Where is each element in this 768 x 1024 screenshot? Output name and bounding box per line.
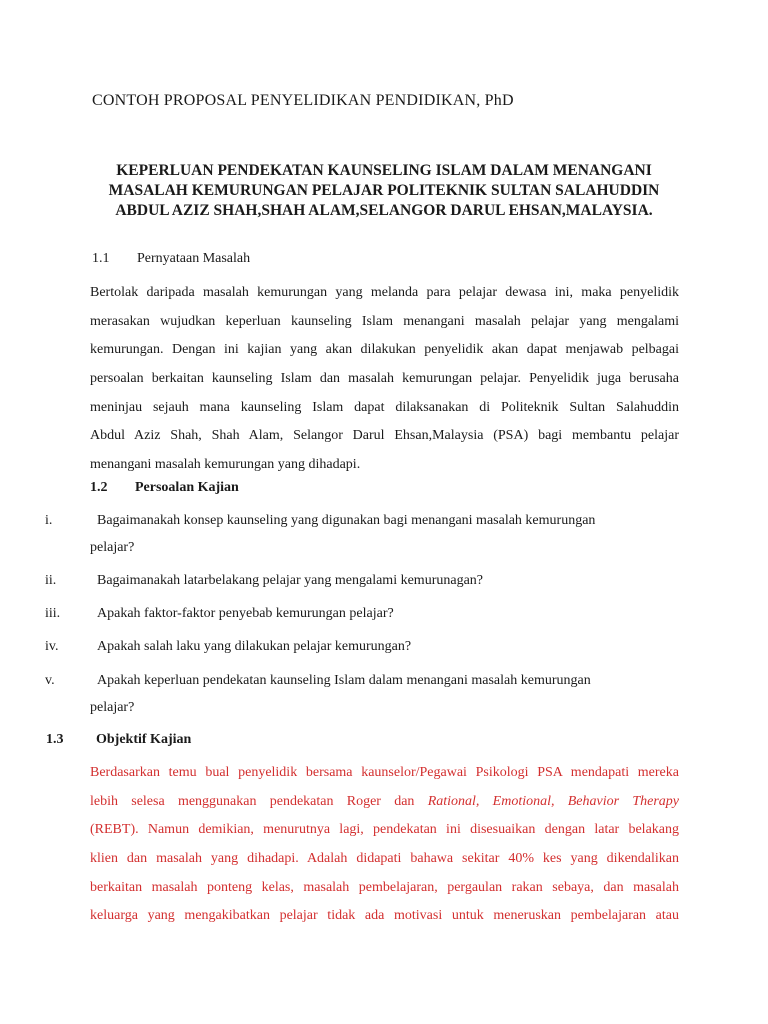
research-title-line: KEPERLUAN PENDEKATAN KAUNSELING ISLAM DALAM MENANGANI [116, 162, 652, 179]
section-number: 1.1 [92, 251, 110, 266]
question-text: Apakah keperluan pendekatan kaunseling Islam dalam menangani masalah kemurungan [97, 673, 591, 688]
section-title: Persoalan Kajian [135, 480, 239, 495]
question-text-continued: pelajar? [90, 700, 135, 715]
paragraph-line: merasakan wujudkan keperluan kaunseling Islam menangani masalah pelajar yang mengalami [90, 313, 679, 329]
question-text: Apakah faktor-faktor penyebab kemurungan pelajar? [97, 606, 394, 621]
section-title: Objektif Kajian [96, 732, 192, 747]
section-heading-1-2 [90, 480, 239, 496]
question-number: iv. [45, 639, 59, 654]
paragraph-line: Berdasarkan temu bual penyelidik bersama kaunselor/Pegawai Psikologi PSA mendapati mereka [90, 765, 679, 780]
paragraph-line: klien dan masalah yang dihadapi. Adalah didapati bahawa sekitar 40% kes yang dikendalikan [90, 851, 679, 867]
paragraph-line: persoalan berkaitan kaunseling Islam dan masalah kemurungan pelajar. Penyelidik juga berusaha [90, 371, 679, 387]
objective-paragraph [90, 759, 679, 931]
paragraph-line: menangani masalah kemurungan yang dihadapi. [90, 457, 361, 473]
question-text: Bagaimanakah latarbelakang pelajar yang mengalami kemurunagan? [97, 573, 483, 588]
section-title: Pernyataan Masalah [137, 251, 251, 266]
paragraph-line: (REBT). Namun demikian, menurutnya lagi, pendekatan ini disesuaikan dengan latar belakang [90, 822, 679, 838]
research-title [96, 161, 672, 221]
paragraph-line: berkaitan masalah ponteng kelas, masalah pembelajaran, pergaulan rakan sebaya, dan masalah [90, 879, 679, 895]
paragraph-line: meninjau sejauh mana kaunseling Islam dapat dilaksanakan di Politeknik Sultan Salahuddin [90, 399, 679, 415]
section-number: 1.2 [90, 480, 108, 495]
question-text: Bagaimanakah konsep kaunseling yang digunakan bagi menangani masalah kemurungan [97, 513, 596, 528]
paragraph-line: Abdul Aziz Shah, Shah Alam, Selangor Darul Ehsan,Malaysia (PSA) bagi membantu pelajar [90, 428, 679, 444]
therapy-name-italic: Rational, Emotional, Behavior Therapy [427, 793, 680, 809]
question-number: iii. [45, 606, 61, 621]
paragraph-text: lebih selesa menggunakan pendekatan Roger dan [90, 793, 428, 809]
research-title-line: MASALAH KEMURUNGAN PELAJAR POLITEKNIK SULTAN SALAHUDDIN [108, 182, 660, 199]
question-text-continued: pelajar? [90, 540, 135, 555]
paragraph-line: keluarga yang mengakibatkan pelajar tidak ada motivasi untuk meneruskan pembelajaran atau [90, 908, 679, 924]
question-number: i. [45, 513, 53, 528]
section-number: 1.3 [46, 732, 64, 747]
question-number: ii. [45, 573, 57, 588]
problem-statement-paragraph [90, 279, 679, 480]
paragraph-line: kemurungan. Dengan ini kajian yang akan dilakukan penyelidik akan dapat menjawab pelbagai [90, 342, 679, 358]
question-number: v. [45, 673, 55, 688]
section-heading-1-3 [46, 732, 191, 748]
paragraph-line: Bertolak daripada masalah kemurungan yang melanda para pelajar dewasa ini, maka penyelidik [90, 285, 679, 300]
research-title-line: ABDUL AZIZ SHAH,SHAH ALAM,SELANGOR DARUL EHSAN,MALAYSIA. [115, 202, 653, 219]
paragraph-line [90, 788, 679, 817]
question-text: Apakah salah laku yang dilakukan pelajar kemurungan? [97, 639, 412, 654]
section-heading-1-1 [92, 251, 250, 267]
document-title: CONTOH PROPOSAL PENYELIDIKAN PENDIDIKAN, PhD [92, 92, 514, 109]
